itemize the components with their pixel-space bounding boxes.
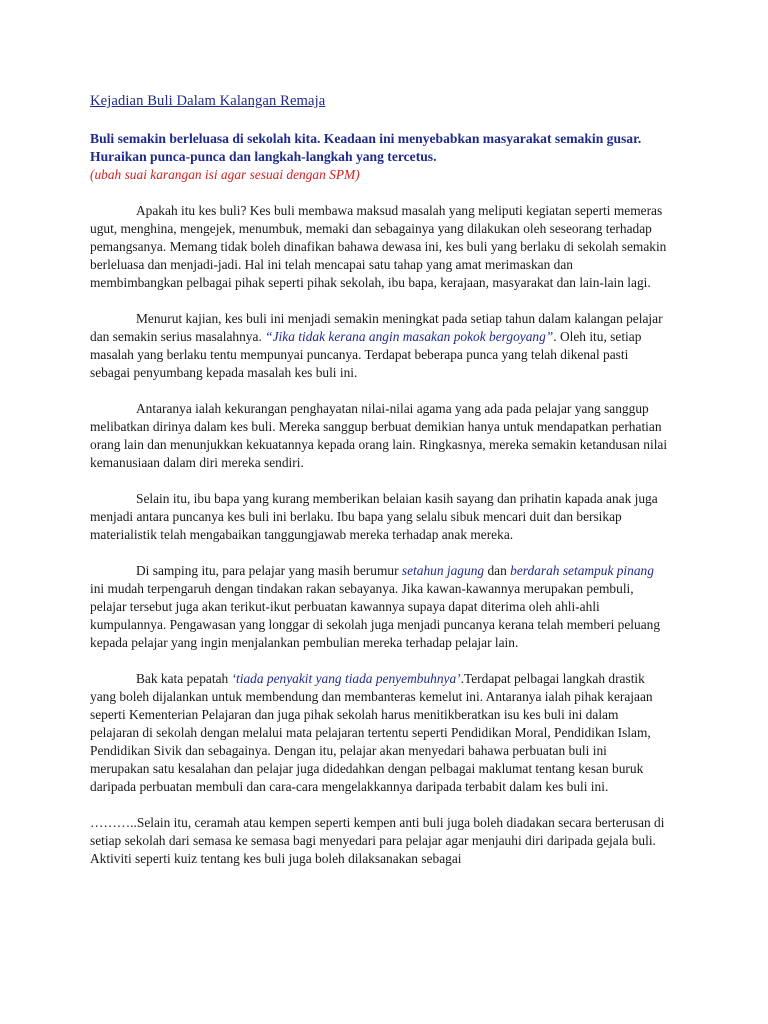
- idiom-quote-2: berdarah setampuk pinang: [510, 563, 654, 578]
- paragraph-2: [90, 310, 668, 382]
- paragraph-3: Antaranya ialah kekurangan penghayatan nilai-nilai agama yang ada pada pelajar yang sanggup melibatkan dirinya dalam kes buli. Mereka sanggup berbuat demikian hanya untuk mendapatkan perhatian orang lain dan menunjukkan kekuatannya kepada orang lain. Ringkasnya, mereka semakin ketandusan nilai kemanusiaan dalam diri mereka sendiri.: [90, 401, 668, 470]
- paragraph-6-text-a: Bak kata pepatah: [136, 671, 232, 686]
- proverb-quote-2: ‘tiada penyakit yang tiada penyembuhnya’: [231, 671, 461, 686]
- paragraph-5-text-c: ini mudah terpengaruh dengan tindakan rakan sebayanya. Jika kawan-kawannya merupakan pembuli, pelajar tersebut juga akan terikut-ikut perbuatan kawannya supaya dapat diterima oleh ahli-ahli kumpulannya. Pengawasan yang longgar di sekolah juga menjadi puncanya kerana telah memberi peluang kepada pelajar yang ingin menjalankan pembulian mereka terhadap pelajar lain.: [90, 581, 661, 650]
- paragraph-7: ………..Selain itu, ceramah atau kempen seperti kempen anti buli juga boleh diadakan secara berterusan di setiap sekolah dari semasa ke semasa bagi menyedari para pelajar agar menjauhi diri daripada gejala buli. Aktiviti seperti kuiz tentang kes buli juga boleh dilaksanakan sebagai: [90, 815, 665, 866]
- paragraph-4: Selain itu, ibu bapa yang kurang memberikan belaian kasih sayang dan prihatin kapada anak juga menjadi antara puncanya kes buli ini berlaku. Ibu bapa yang selalu sibuk mencari duit dan bersikap materialistik telah mengabaikan tanggungjawab mereka terhadap anak mereka.: [90, 491, 658, 542]
- paragraph-5-text-b: dan: [484, 563, 511, 578]
- paragraph-2-text-b: . Oleh itu, setiap masalah yang berlaku tentu mempunyai puncanya. Terdapat beberapa punca yang telah dikenal pasti sebagai penyumbang kepada masalah kes buli ini.: [90, 329, 642, 380]
- proverb-quote-1: “Jika tidak kerana angin masakan pokok bergoyang”: [265, 329, 554, 344]
- document-title: Kejadian Buli Dalam Kalangan Remaja: [90, 93, 326, 109]
- paragraph-5: [90, 562, 668, 652]
- paragraph-1: Apakah itu kes buli? Kes buli membawa maksud masalah yang meliputi kegiatan seperti memeras ugut, menghina, mengejek, menumbuk, memaki dan sebagainya yang dilakukan oleh seseorang terhadap pemangsanya. Memang tidak boleh dinafikan bahawa dewasa ini, kes buli yang berlaku di sekolah semakin berleluasa dan menjadi-jadi. Hal ini telah mencapai satu tahap yang amat merimaskan dan membimbangkan pelbagai pihak seperti pihak sekolah, ibu bapa, kerajaan, masyarakat dan lain-lain lagi.: [90, 203, 667, 290]
- paragraph-6-text-b: .Terdapat pelbagai langkah drastik yang boleh dijalankan untuk membendung dan membanteras kemelut ini. Antaranya ialah pihak kerajaan seperti Kementerian Pelajaran dan juga pihak sekolah harus menitikberatkan isu kes buli ini dalam pelajaran di sekolah dengan melalui mata pelajaran tertentu seperti Pendidikan Moral, Pendidikan Islam, Pendidikan Sivik dan sebagainya. Dengan itu, pelajar akan menyedari bahawa perbuatan buli ini merupakan satu kesalahan dan pelajar juga didedahkan dengan pelbagai maklumat tentang kesan buruk daripada perbuatan membuli dan cara-cara mengelakkannya daripada terbabit dalam kes buli ini.: [90, 671, 653, 794]
- adaptation-note: (ubah suai karangan isi agar sesuai dengan SPM): [90, 167, 360, 182]
- essay-question: Buli semakin berleluasa di sekolah kita. Keadaan ini menyebabkan masyarakat semakin gusar. Huraikan punca-punca dan langkah-langkah yang tercetus.: [90, 131, 642, 164]
- paragraph-6: [90, 670, 668, 796]
- idiom-quote-1: setahun jagung: [401, 563, 485, 578]
- paragraph-2-text-a: Menurut kajian, kes buli ini menjadi semakin meningkat pada setiap tahun dalam kalangan pelajar dan semakin serius masalahnya.: [90, 311, 663, 344]
- paragraph-5-text-a: Di samping itu, para pelajar yang masih berumur: [136, 563, 402, 578]
